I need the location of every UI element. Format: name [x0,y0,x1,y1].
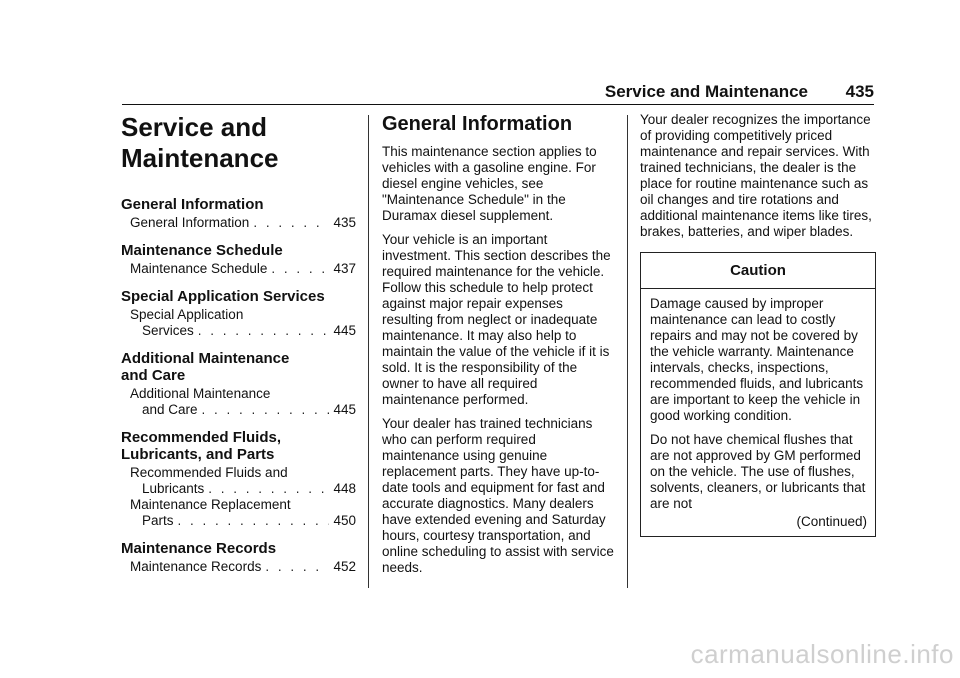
toc-leader-dots [253,215,329,231]
toc-sections [121,196,356,575]
toc-page-number: 448 [333,481,356,496]
toc-section [121,288,356,339]
toc-heading-line: Recommended Fluids, [121,429,282,446]
toc-heading-line: Additional Maintenance [121,350,290,367]
page-title-line-1: Service and [121,112,267,142]
header-page-number: 435 [845,82,874,101]
toc-entry-line [130,323,356,339]
continued-label: (Continued) [796,514,867,529]
body-paragraph: Your dealer has trained technicians who can perform required maintenance using genuine replacement parts. They have up-to-date tools and equipment for fast and accurate diagnostics. Many dealers have extended evening and Saturday hours, courtesy transportation, and online scheduling to assist with service needs. [382,416,614,575]
header-rule [122,104,874,105]
toc-heading [121,429,356,463]
toc-entry-text: Recommended Fluids and [130,465,288,480]
toc-entry-label: General Information [130,215,250,230]
general-information-title: General Information [382,113,573,135]
toc-section [121,242,356,277]
toc-heading-line: Maintenance Records [121,540,277,557]
toc-leader-dots [265,559,329,575]
dealer-column [640,112,876,537]
toc-section [121,540,356,575]
toc-heading-line: Maintenance Schedule [121,242,283,259]
toc-entry-label: Services [142,323,194,338]
toc-heading [121,242,356,259]
toc-section [121,196,356,231]
caution-paragraph: Do not have chemical flushes that are not approved by GM performed on the vehicle. The use of flushes, solvents, cleaners, or lubricants that are not [650,432,866,511]
toc-heading [121,350,356,384]
toc-entry-text: Maintenance Replacement [130,497,291,512]
toc-page-number: 437 [333,261,356,276]
toc-entry[interactable] [121,386,356,418]
toc-entry-line [130,402,356,418]
toc-heading [121,288,356,305]
general-information-column [382,112,616,584]
toc-entry[interactable] [121,559,356,575]
toc-section [121,429,356,529]
toc-entry[interactable] [121,465,356,497]
toc-page-number: 435 [333,215,356,230]
toc-entry-line [130,261,356,277]
toc-leader-dots [202,402,330,418]
caution-box [640,252,876,537]
toc-entry-label: Maintenance Schedule [130,261,268,276]
toc-page-number: 452 [333,559,356,574]
toc-heading-line: and Care [121,367,186,384]
toc-heading [121,196,356,213]
toc-entry[interactable] [121,261,356,277]
toc-entry-line [130,215,356,231]
toc-entry[interactable] [121,307,356,339]
page-title-line-2: Maintenance [121,143,279,173]
toc-leader-dots [178,513,330,529]
toc-entry-label: and Care [142,402,198,417]
toc-page-number: 445 [333,402,356,417]
toc-entry-text: Additional Maintenance [130,386,271,401]
toc-page-number: 445 [333,323,356,338]
toc-leader-dots [198,323,330,339]
watermark: carmanualsonline.info [690,639,954,669]
header-title: Service and Maintenance [604,82,808,101]
caution-paragraph: Damage caused by improper maintenance can lead to costly repairs and may not be covered by the vehicle warranty. Maintenance intervals, checks, inspections, recommended fluids, and lubricants are important to keep the vehicle in good working condition. [650,296,864,423]
toc-entry-label: Maintenance Records [130,559,262,574]
page-title [121,112,356,174]
toc-heading-line: General Information [121,196,264,213]
column-divider-left [368,115,369,588]
body-paragraph: This maintenance section applies to vehicles with a gasoline engine. For diesel engine vehicles, see "Maintenance Schedule" in the Duramax diesel supplement. [382,144,597,223]
toc-entry-line [130,559,356,575]
column-divider-right [627,115,628,588]
toc-entry-line [130,513,356,529]
toc-heading [121,540,356,557]
page-header [122,80,874,104]
toc-entry-line [130,481,356,497]
toc-heading-line: Special Application Services [121,288,325,305]
toc-entry[interactable] [121,497,356,529]
body-paragraph: Your dealer recognizes the importance of providing competitively priced maintenance and repair services. With trained technicians, the dealer is the place for routine maintenance such as oil changes and tire rotations and additional maintenance items like tires, brakes, batteries, and wiper blades. [640,112,872,239]
caution-heading: Caution [641,253,875,289]
toc-entry-label: Parts [142,513,174,528]
toc-entry[interactable] [121,215,356,231]
toc-heading-line: Lubricants, and Parts [121,446,275,463]
body-paragraph: Your vehicle is an important investment. This section describes the required maintenance for the vehicle. Follow this schedule to help protect against major repair expenses resulting from neglect or inadequate maintenance. It may also help to maintain the value of the vehicle if it is sold. It is the responsibility of the owner to have all required maintenance performed. [382,232,611,407]
toc-section [121,350,356,418]
toc-leader-dots [271,261,329,277]
toc-leader-dots [208,481,329,497]
toc-entry-text: Special Application [130,307,244,322]
toc-page-number: 450 [333,513,356,528]
toc-column [121,112,356,586]
toc-entry-label: Lubricants [142,481,205,496]
